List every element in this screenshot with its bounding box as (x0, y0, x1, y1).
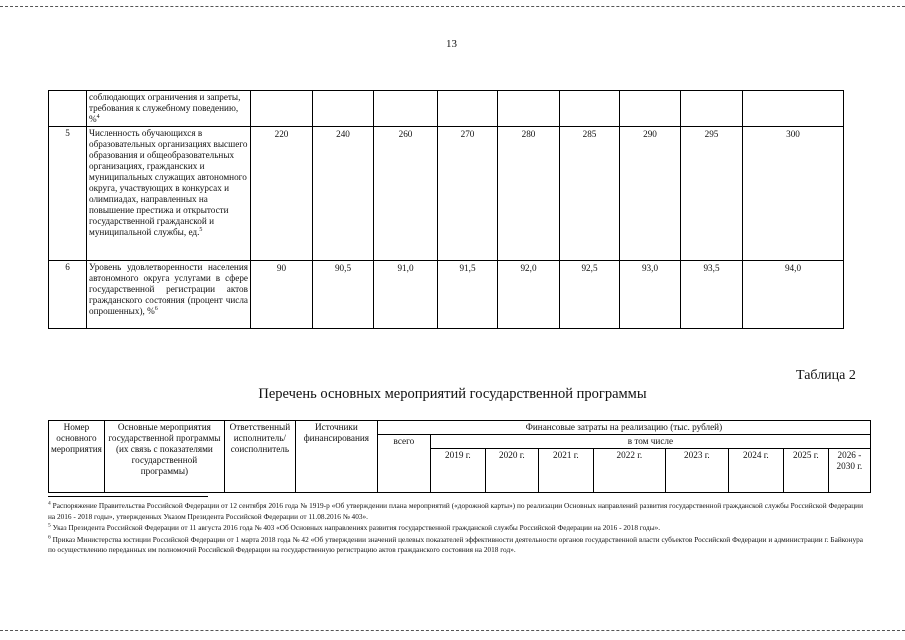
header-activities: Основные мероприятия государственной программы (их связь с показателями государственной программы) (104, 421, 224, 493)
value-cell: 90,5 (313, 261, 374, 329)
table-row (49, 91, 844, 127)
value-cell: 94,0 (743, 261, 844, 329)
section-title: Перечень основных мероприятий государственной программы (258, 386, 647, 402)
value-cell: 260 (374, 127, 438, 261)
header-year: 2021 г. (538, 449, 593, 493)
header-financing: Финансовые затраты на реализацию (тыс. рублей) (377, 421, 870, 435)
row-number: 5 (49, 127, 87, 261)
header-year: 2025 г. (783, 449, 828, 493)
row-number: 6 (49, 261, 87, 329)
header-year: 2019 г. (430, 449, 485, 493)
table-caption: Таблица 2 (796, 368, 856, 383)
value-cell (560, 91, 620, 127)
value-cell (620, 91, 681, 127)
indicators-table (48, 90, 844, 329)
footnote-ref: 6 (154, 305, 158, 312)
value-cell: 93,0 (620, 261, 681, 329)
footnote: $^5$ Указ Президента Российской Федерации от 11 августа 2016 года № 403 «Об Основных направлениях развития государственной гражданской службы Российской Федерации на 2016 - 2018 годы». (48, 522, 661, 532)
header-sources: Источники финансирования (295, 421, 377, 493)
header-number: Номер основного мероприятия (49, 421, 105, 493)
value-cell (313, 91, 374, 127)
value-cell: 220 (251, 127, 313, 261)
value-cell: 280 (498, 127, 560, 261)
value-cell (498, 91, 560, 127)
table-row (49, 127, 844, 261)
footnotes (48, 501, 863, 557)
table-row (49, 261, 844, 329)
value-cell: 300 (743, 127, 844, 261)
header-year: 2020 г. (485, 449, 538, 493)
footnote-ref: 4 (96, 113, 100, 120)
value-cell (374, 91, 438, 127)
value-cell (438, 91, 498, 127)
indicator-name: соблюдающих ограничения и запреты, требования к служебному поведению, %$^4$ (87, 91, 251, 127)
value-cell: 93,5 (681, 261, 743, 329)
footnote: $^4$ Распоряжение Правительства Российской Федерации от 12 сентября 2016 года № 1919-р «Об утверждении плана мероприятий («дорожной карты») по реализации Основных направлений развития государственной гражданской службы Российской Федерации на 2016 - 2018 годы», утвержденных Указом Президента Российской Федерации от 11.08.2016 № 403». (48, 500, 863, 521)
value-cell: 90 (251, 261, 313, 329)
value-cell (681, 91, 743, 127)
value-cell (743, 91, 844, 127)
footnote: $^6$ Приказ Министерства юстиции Российской Федерации от 1 марта 2018 года № 42 «Об утверждении значений целевых показателей эффективности деятельности органов государственной власти субъектов Российской Федерации и администрации г. Байконура по осуществлению переданных им полномочий Российской Федерации на государственную регистрацию актов гражданского состояния на 2018 год». (48, 534, 864, 554)
value-cell: 240 (313, 127, 374, 261)
header-including: в том числе (430, 435, 870, 449)
row-number (49, 91, 87, 127)
page-number: 13 (446, 38, 457, 50)
value-cell: 91,5 (438, 261, 498, 329)
scan-edge-bottom (0, 630, 905, 631)
header-year: 2023 г. (665, 449, 728, 493)
header-total: всего (377, 435, 430, 493)
value-cell (251, 91, 313, 127)
footnote-ref: 5 (199, 226, 203, 233)
header-year: 2026 - 2030 г. (828, 449, 870, 493)
value-cell: 92,5 (560, 261, 620, 329)
header-responsible: Ответственный исполнитель/соисполнитель (224, 421, 295, 493)
activities-table (48, 420, 871, 493)
footnote-divider (48, 496, 208, 497)
value-cell: 92,0 (498, 261, 560, 329)
indicator-name: Численность обучающихся в образовательных организациях высшего образования и общеобразовательных организациях, гражданских и муниципальных служащих автономного округа, участвующих в конкурсах и олимпиадах, направленных на повышение престижа и открытости государственной гражданской и муниципальной службы, ед.$^5$ (87, 127, 251, 261)
indicator-name: Уровень удовлетворенности населения автономного округа услугами в сфере государственной регистрации актов гражданского состояния (процент числа опрошенных), %$^6$ (87, 261, 251, 329)
scan-edge-top (0, 6, 905, 7)
value-cell: 285 (560, 127, 620, 261)
value-cell: 295 (681, 127, 743, 261)
header-year: 2024 г. (728, 449, 783, 493)
value-cell: 290 (620, 127, 681, 261)
header-year: 2022 г. (593, 449, 665, 493)
value-cell: 270 (438, 127, 498, 261)
value-cell: 91,0 (374, 261, 438, 329)
